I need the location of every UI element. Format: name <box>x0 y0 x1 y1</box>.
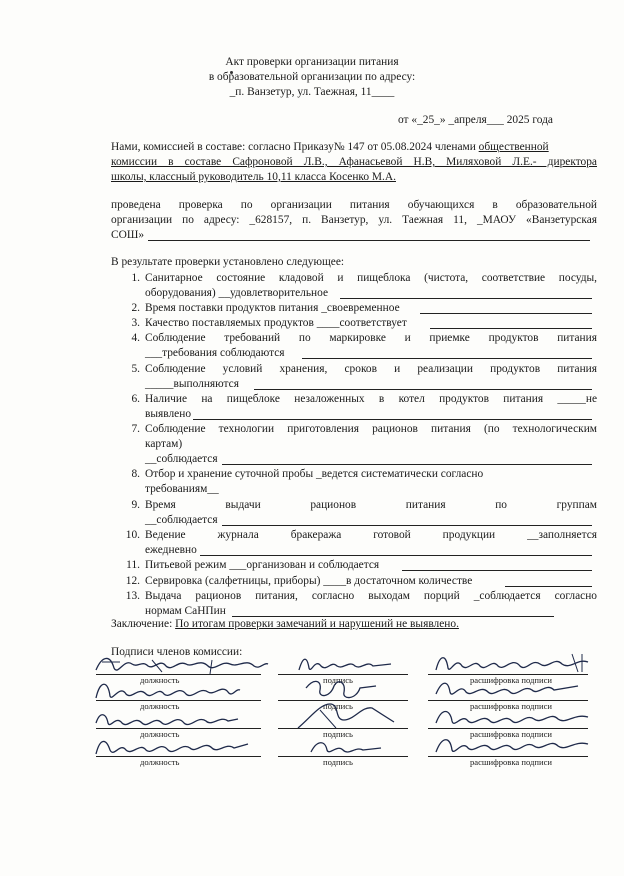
handwritten-position-3 <box>92 705 242 731</box>
item-number: 7. <box>131 423 140 435</box>
item-text: ежедневно <box>145 544 197 556</box>
commission-line-2: комиссии в составе Сафроновой Л.В., Афанасьевой Н.В, Миляховой Л.Е.- директора <box>111 156 597 168</box>
fill-line <box>222 464 592 465</box>
item-text: Наличие на пищеблоке незаложенных в котел продуктов питания _____не <box>145 393 597 405</box>
fill-line <box>232 616 554 617</box>
item-number: 9. <box>131 499 140 511</box>
item-text: нормам СаНПин <box>145 605 226 617</box>
handwritten-position-1 <box>92 648 270 678</box>
item-text: Соблюдение условий хранения, сроков и реализации продуктов питания <box>145 363 597 375</box>
item-text: __соблюдается <box>145 514 218 526</box>
signature-caption: подпись <box>323 729 353 739</box>
commission-underlined: общественной <box>478 141 549 153</box>
fill-line <box>340 298 592 299</box>
signature-caption: подпись <box>323 675 353 685</box>
item-number: 4. <box>131 332 140 344</box>
item-number: 6. <box>131 393 140 405</box>
address-line: _п. Ванзетур, ул. Таежная, 11____ <box>229 86 395 98</box>
handwritten-position-4 <box>92 732 252 760</box>
item-text: ___требования соблюдаются <box>145 347 285 359</box>
position-caption: должность <box>140 701 180 711</box>
date-line: от «_25_» _апреля___ 2025 года <box>398 114 553 126</box>
fill-line <box>222 525 592 526</box>
handwritten-decode-3 <box>432 703 592 731</box>
handwritten-decode-2 <box>432 674 582 702</box>
decode-caption: расшифровка подписи <box>470 701 553 711</box>
item-number: 3. <box>131 317 140 329</box>
fill-line <box>505 586 592 587</box>
fill-line <box>430 328 592 329</box>
inspection-line-1: проведена проверка по организации питания обучающихся в образовательной <box>111 199 597 211</box>
handwritten-signature-4 <box>305 734 385 760</box>
item-text: Ведение журнала бракеража готовой продукции __заполняется <box>145 529 597 541</box>
conclusion-label: Заключение: <box>111 618 176 630</box>
position-caption: должность <box>140 757 180 767</box>
item-number: 12. <box>125 575 140 587</box>
item-text: Соблюдение требований по маркировке и приемке продуктов питания <box>145 332 597 344</box>
handwritten-signature-3 <box>290 698 400 732</box>
conclusion <box>111 618 459 631</box>
decode-caption: расшифровка подписи <box>470 729 553 739</box>
item-text: Качество поставляемых продуктов ____соответствует <box>145 317 407 329</box>
fill-line <box>200 555 592 556</box>
fill-line <box>148 240 590 241</box>
position-caption: должность <box>140 729 180 739</box>
item-text: оборудования) __удовлетворительное <box>145 287 329 299</box>
signatures-heading: Подписи членов комиссии: <box>111 646 243 658</box>
commission-prefix: Нами, комиссией в составе: согласно Приказу№ 147 от 05.08.2024 членами <box>111 141 479 153</box>
commission-line-1 <box>111 141 549 154</box>
item-number: 11. <box>126 559 140 571</box>
fill-line <box>420 313 592 314</box>
item-text: __соблюдается <box>145 453 218 465</box>
item-number: 13. <box>125 590 140 602</box>
conclusion-text: По итогам проверки замечаний и нарушений не выявлено. <box>175 618 459 630</box>
item-text: Питьевой режим ___организован и соблюдается <box>145 559 380 571</box>
item-number: 8. <box>131 468 140 480</box>
item-text: требованиям__ <box>145 483 219 495</box>
document-title: Акт проверки организации питания <box>225 56 399 68</box>
item-text: Соблюдение технологии приготовления рационов питания (по технологическим <box>145 423 597 435</box>
results-intro: В результате проверки установлено следующее: <box>111 256 345 268</box>
item-text: выявлено <box>145 408 192 420</box>
handwritten-decode-4 <box>432 730 592 760</box>
item-text: Выдача рационов питания, согласно выходам порций _соблюдается согласно <box>145 590 597 602</box>
handwritten-decode-1 <box>432 648 592 676</box>
inspection-line-2: организации по адресу: _628157, п. Ванзетур, ул. Таежная 11, _МАОУ «Ванзетурская <box>111 214 597 226</box>
item-text: Сервировка (салфетницы, приборы) ____в достаточном количестве <box>145 575 473 587</box>
item-number: 5. <box>131 363 140 375</box>
handwritten-signature-1 <box>295 650 395 676</box>
handwritten-position-2 <box>92 676 242 704</box>
commission-line-3: школы, классный руководитель 10,11 класса Косенко М.А. <box>111 171 396 183</box>
signature-caption: подпись <box>323 757 353 767</box>
item-text: Санитарное состояние кладовой и пищеблока (чистота, соответствие посуды, <box>145 272 597 284</box>
decode-caption: расшифровка подписи <box>470 675 553 685</box>
item-text: Отбор и хранение суточной пробы _ведется систематически согласно <box>145 468 484 480</box>
item-number: 1. <box>131 272 140 284</box>
item-text: _____выполняются <box>145 378 239 390</box>
fill-line <box>254 389 592 390</box>
inspection-line-3: СОШ» <box>111 229 145 241</box>
item-text: Время выдачи рационов питания по группам <box>145 499 597 511</box>
item-text: Время поставки продуктов питания _своевременное <box>145 302 400 314</box>
document-subtitle: в образовательной организации по адресу: <box>208 71 416 83</box>
fill-line <box>193 419 592 420</box>
position-caption: должность <box>140 675 180 685</box>
item-number: 10. <box>125 529 140 541</box>
decode-caption: расшифровка подписи <box>470 757 553 767</box>
fill-line <box>402 570 592 571</box>
item-number: 2. <box>131 302 140 314</box>
signature-caption: подпись <box>323 701 353 711</box>
fill-line <box>302 358 592 359</box>
item-text: картам) <box>145 438 183 450</box>
